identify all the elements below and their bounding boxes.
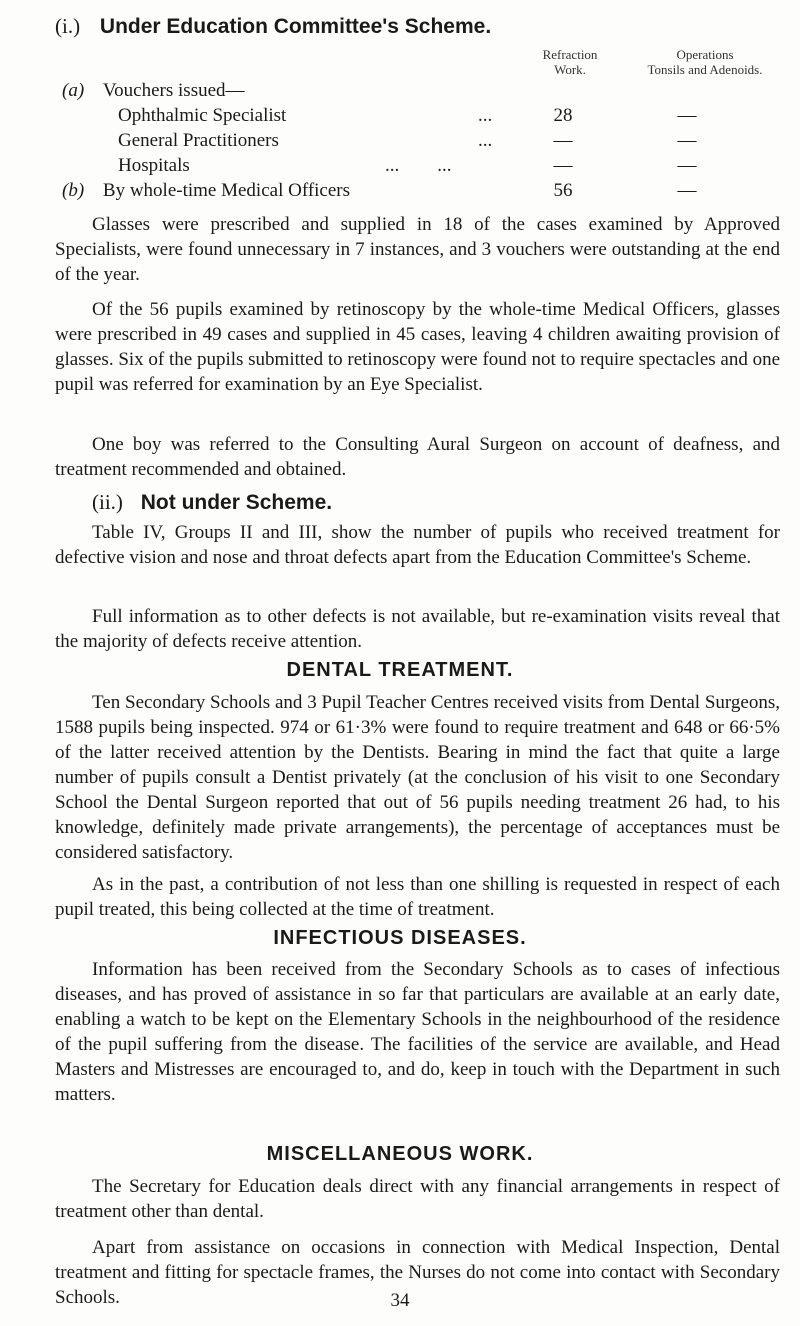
row-dots: ... ... — [385, 155, 452, 176]
section-1-number: (i.) — [55, 14, 81, 38]
row-operations-value: — — [677, 155, 697, 176]
paragraph: Ten Secondary Schools and 3 Pupil Teacher Centres received visits from Dental Surgeons, 1588 pupils being inspected. 974 or 61·3% were found to require treatment and 648 or 66·5% of the latter received attention by the Dentists. Bearing in mind the fact that quite a large number of pupils consult a Dentist privately (at the conclusion of his visit to one Secondary School the Dental Surgeon reported that out of 56 pupils needing treatment 26 had, to his knowledge, definitely made private arrangements), the percentage of acceptances must be considered satisfactory. — [55, 692, 780, 863]
row-refraction-value: — — [553, 155, 573, 176]
row-label: General Practitioners — [118, 130, 279, 151]
row-b-refraction-value: 56 — [553, 180, 573, 201]
section-1-title: Under Education Committee's Scheme. — [99, 15, 492, 38]
misc-heading: MISCELLANEOUS WORK. — [266, 1143, 534, 1165]
subhead-a-text: Vouchers issued— — [102, 80, 245, 101]
paragraph: Information has been received from the Secondary Schools as to cases of infectious diseases, and has proved of assistance in so far that particulars are available at an early date, enabling a watch to be kept on the Elementary Schools in the neighbourhood of the residence of the pupil suffering from the disease. The facilities of the service are available, and Head Masters and Mistresses are encouraged to, and do, keep in touch with the Department in such matters. — [55, 959, 780, 1105]
page-number: 34 — [390, 1290, 410, 1311]
row-operations-value: — — [677, 130, 697, 151]
subhead-a-marker: (a) — [62, 80, 85, 101]
subhead-a — [62, 80, 245, 102]
row-b-marker: (b) — [62, 180, 85, 201]
dental-heading: DENTAL TREATMENT. — [286, 659, 514, 681]
row-b-operations-value: — — [677, 180, 697, 201]
col-header-operations — [620, 47, 790, 77]
paragraph: The Secretary for Education deals direct with any financial arrangements in respect of treatment other than dental. — [55, 1176, 780, 1222]
col-header-operations-line2: Tonsils and Adenoids. — [647, 62, 763, 77]
col-header-operations-line1: Operations — [676, 47, 734, 62]
paragraph: Full information as to other defects is not available, but re-examination visits reveal that the majority of defects receive attention. — [55, 606, 780, 652]
row-b — [62, 180, 350, 202]
paragraph: As in the past, a contribution of not less than one shilling is requested in respect of each pupil treated, this being collected at the time of treatment. — [55, 874, 780, 920]
paragraph: One boy was referred to the Consulting Aural Surgeon on account of deafness, and treatment recommended and obtained. — [55, 434, 780, 480]
paragraph: Of the 56 pupils examined by retinoscopy by the whole-time Medical Officers, glasses were prescribed in 49 cases and supplied in 45 cases, leaving 4 children awaiting provision of glasses. Six of the pupils submitted to retinoscopy were found not to require spectacles and one pupil was referred for examination by an Eye Specialist. — [55, 299, 781, 395]
row-dots: ... — [478, 130, 493, 151]
infectious-heading: INFECTIOUS DISEASES. — [273, 927, 527, 949]
row-refraction-value: — — [553, 130, 573, 151]
section-1-heading — [55, 14, 491, 39]
col-header-refraction-line1: Refraction — [542, 47, 598, 62]
section-2-title: Not under Scheme. — [140, 491, 333, 514]
col-header-refraction — [520, 47, 620, 77]
row-refraction-value: 28 — [553, 105, 573, 126]
row-label: Hospitals — [118, 155, 190, 176]
paragraph: Glasses were prescribed and supplied in 18 of the cases examined by Approved Specialists, were found unnecessary in 7 instances, and 3 vouchers were outstanding at the end of the year. — [55, 214, 780, 285]
col-header-refraction-line2: Work. — [554, 62, 586, 77]
paragraph: Table IV, Groups II and III, show the number of pupils who received treatment for defective vision and nose and throat defects apart from the Education Committee's Scheme. — [55, 522, 780, 568]
row-operations-value: — — [677, 105, 697, 126]
row-dots: ... — [478, 105, 493, 126]
section-2-number: (ii.) — [92, 490, 123, 514]
row-b-label: By whole-time Medical Officers — [102, 180, 351, 201]
section-2-heading — [92, 490, 332, 515]
row-label: Ophthalmic Specialist — [118, 105, 287, 126]
paragraph: Apart from assistance on occasions in connection with Medical Inspection, Dental treatment and fitting for spectacle frames, the Nurses do not come into contact with Secondary Schools. — [55, 1237, 780, 1308]
